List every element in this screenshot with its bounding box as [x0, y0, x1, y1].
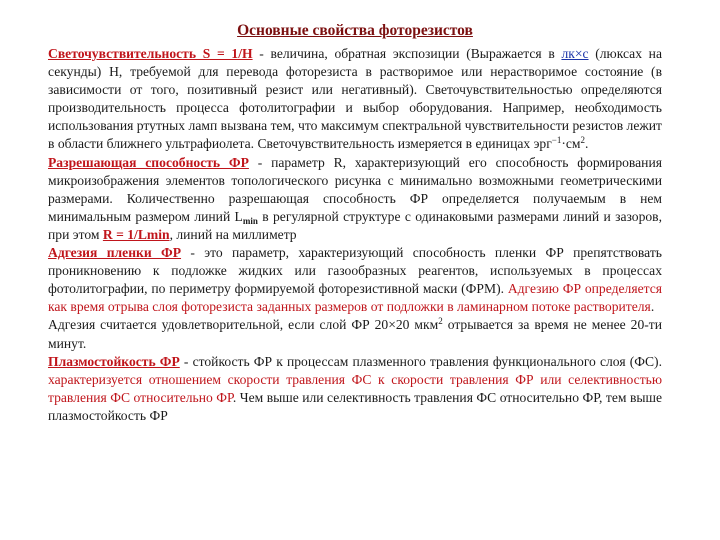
text-span: - стойкость ФР к процессам плазменного травления функционального слоя (ФС). — [179, 353, 662, 369]
text-span: . — [650, 299, 655, 315]
text-span: - величина, обратная экспозиции (Выражается в — [252, 46, 562, 61]
formula-resolution: R = 1/Lmin — [102, 226, 170, 242]
paragraph-adhesion — [48, 244, 662, 316]
term-adhesion: Адгезия пленки ФР — [48, 245, 182, 261]
text-span: - это параметр, характеризующий способность пленки ФР препятствовать проникновению к подложке жидких или газообразных реагентов, используемых в процессах фотолитографии, по периметру формируемой фоторезистивной маски (ФРМ). — [48, 245, 662, 297]
paragraph-plasma-resistance — [48, 353, 662, 425]
document-page — [48, 22, 662, 425]
text-span: в регулярной структуре с одинаковыми размерами линий и зазоров, при этом — [48, 208, 662, 242]
text-span: ·см — [561, 136, 581, 152]
subscript: min — [242, 215, 258, 226]
text-span: Адгезия считается удовлетворительной, если слой ФР 20×20 мкм — [48, 317, 439, 333]
superscript: 2 — [580, 135, 586, 146]
text-span: отрывается за время не менее 20-ти минут. — [48, 317, 662, 351]
plasma-definition: характеризуется отношением скорости травления ФС к скорости травления ФР или селективностью травления ФС относительно ФР — [48, 371, 662, 405]
term-plasma-resistance: Плазмостойкость ФР — [48, 353, 180, 369]
term-photosensitivity: Светочувствительность S = 1/H — [48, 46, 253, 61]
text-span: . — [585, 136, 589, 152]
paragraph-photosensitivity — [48, 45, 662, 154]
text-span: . Чем выше или селективность травления ФС относительно ФР, тем выше плазмостойкость ФР — [48, 389, 663, 423]
paragraph-resolution — [48, 154, 662, 244]
unit-link[interactable]: лк×с — [561, 46, 589, 61]
adhesion-definition: Адгезию ФР определяется как время отрыва слоя фоторезиста заданных размеров от подложки в ламинарном потоке растворителя — [48, 281, 662, 315]
text-span: (люксах на секунды) Н, требуемой для перевода фоторезиста в растворимое или нерастворимое состояние (в зависимости от того, позитивный резист или негативный). Светочувствительностью определяются производительность процесса фотолитографии и выбор оборудования. Например, необходимость использования ртутных ламп вызвана тем, что максимум спектральной чувствительности резистов лежит в области ближнего ультрафиолета. Светочувствительность измеряется в единицах эрг — [48, 46, 662, 152]
page-title: Основные свойства фоторезистов — [237, 22, 473, 39]
superscript: −1 — [551, 135, 562, 146]
term-resolution: Разрешающая способность ФР — [48, 154, 249, 170]
superscript: 2 — [438, 316, 443, 327]
paragraph-adhesion-criterion — [48, 316, 662, 352]
text-span: - параметр R, характеризующий его способность формирования микроизображения элементов топологического рисунка с минимально возможными геометрическими размерами. Количественно разрешающая способность ФР определяется получаемым в нем минимальным размером линий L — [48, 154, 662, 224]
text-span: , линий на миллиметр — [169, 226, 297, 242]
